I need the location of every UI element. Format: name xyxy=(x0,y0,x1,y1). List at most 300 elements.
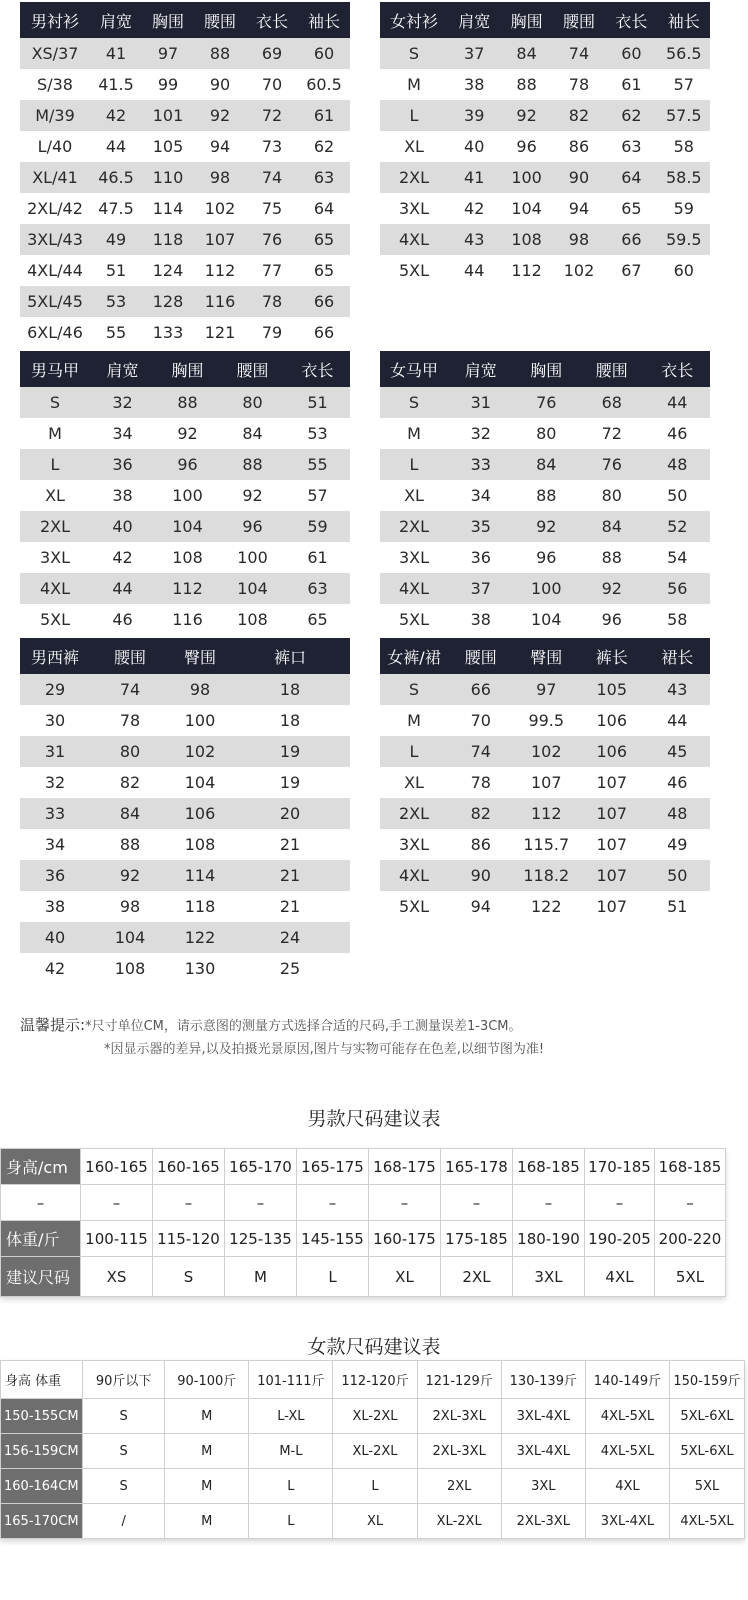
measurement-cell: 62 xyxy=(298,131,350,162)
table-header-row xyxy=(20,351,350,387)
measurement-cell: 66 xyxy=(298,286,350,317)
measurement-cell: 48 xyxy=(645,449,711,480)
measurement-cell: 72 xyxy=(579,418,645,449)
measurement-cell: 121 xyxy=(194,317,246,348)
measurement-cell: 19 xyxy=(230,736,350,767)
table-row xyxy=(380,480,710,511)
height-row xyxy=(1,1149,726,1185)
table-row xyxy=(380,705,710,736)
weight-range-header: 150-159斤 xyxy=(670,1361,745,1399)
measurement-cell: 130 xyxy=(170,953,230,984)
size-label-cell: M xyxy=(20,418,90,449)
measurement-cell: 107 xyxy=(579,798,645,829)
recommend-cell: – xyxy=(297,1185,369,1221)
size-label-cell: 5XL/45 xyxy=(20,286,90,317)
recommend-cell: XL-2XL xyxy=(333,1434,417,1469)
measurement-cell: 104 xyxy=(220,573,285,604)
measurement-cell: 68 xyxy=(579,387,645,418)
measurement-cell: 58.5 xyxy=(658,162,710,193)
measurement-cell: 63 xyxy=(298,162,350,193)
measurement-cell: 57.5 xyxy=(658,100,710,131)
table-row xyxy=(380,573,710,604)
size-label-cell: M/39 xyxy=(20,100,90,131)
measurement-cell: 63 xyxy=(605,131,657,162)
measurement-cell: 94 xyxy=(448,891,514,922)
table-row xyxy=(380,449,710,480)
measurement-cell: 52 xyxy=(645,511,711,542)
recommend-cell: 2XL-3XL xyxy=(417,1434,501,1469)
recommend-cell: 165-178 xyxy=(441,1149,513,1185)
measurement-cell: 128 xyxy=(142,286,194,317)
separator-row xyxy=(1,1185,726,1221)
recommend-cell: – xyxy=(585,1185,655,1221)
measurement-cell: 80 xyxy=(220,387,285,418)
recommend-cell: M xyxy=(165,1504,249,1539)
table-row xyxy=(380,736,710,767)
measurement-cell: 98 xyxy=(194,162,246,193)
measurement-cell: 86 xyxy=(448,829,514,860)
measurement-cell: 108 xyxy=(90,953,170,984)
measurement-cell: 59 xyxy=(658,193,710,224)
measurement-cell: 100 xyxy=(500,162,552,193)
column-header: 腰围 xyxy=(579,351,645,387)
column-header: 腰围 xyxy=(194,2,246,38)
womens-pants-skirt-size-table xyxy=(380,638,710,922)
table-row xyxy=(20,829,350,860)
recommend-cell: XL xyxy=(369,1257,441,1297)
measurement-cell: 46 xyxy=(645,767,711,798)
womens-shirt-size-table xyxy=(380,2,710,286)
table-row xyxy=(20,449,350,480)
size-label-cell: 36 xyxy=(20,860,90,891)
measurement-cell: 51 xyxy=(285,387,350,418)
recommend-cell: 170-185 xyxy=(585,1149,655,1185)
mens-size-recommend-table xyxy=(0,1148,726,1297)
size-label-cell: 6XL/46 xyxy=(20,317,90,348)
column-header: 裤长 xyxy=(579,638,645,674)
column-header: 臀围 xyxy=(170,638,230,674)
column-header: 袖长 xyxy=(298,2,350,38)
measurement-cell: 42 xyxy=(90,100,142,131)
recommend-cell: 165-170 xyxy=(225,1149,297,1185)
table-row xyxy=(380,542,710,573)
measurement-cell: 100 xyxy=(514,573,580,604)
recommend-cell: 2XL-3XL xyxy=(417,1399,501,1434)
measurement-cell: 20 xyxy=(230,798,350,829)
table-row xyxy=(20,38,350,69)
recommend-cell: 125-135 xyxy=(225,1221,297,1257)
measurement-cell: 78 xyxy=(246,286,298,317)
measurement-cell: 88 xyxy=(579,542,645,573)
measurement-cell: 61 xyxy=(285,542,350,573)
measurement-cell: 108 xyxy=(500,224,552,255)
tips-text-units: *尺寸单位CM，请示意图的测量方式选择合适的尺码,手工测量误差1-3CM。 xyxy=(85,1019,522,1034)
size-label-cell: 5XL xyxy=(380,604,448,635)
size-label-cell: L xyxy=(380,736,448,767)
measurement-cell: 96 xyxy=(500,131,552,162)
recommend-cell: – xyxy=(513,1185,585,1221)
table-row xyxy=(380,674,710,705)
recommend-cell: XS xyxy=(81,1257,153,1297)
size-label-cell: 2XL xyxy=(380,798,448,829)
recommend-cell: L xyxy=(249,1504,333,1539)
measurement-cell: 98 xyxy=(553,224,605,255)
recommend-cell: 175-185 xyxy=(441,1221,513,1257)
measurement-cell: 35 xyxy=(448,511,514,542)
table-header-row xyxy=(380,351,710,387)
measurement-cell: 54 xyxy=(645,542,711,573)
measurement-cell: 21 xyxy=(230,891,350,922)
size-label-cell: 5XL xyxy=(380,891,448,922)
measurement-cell: 44 xyxy=(448,255,500,286)
measurement-cell: 114 xyxy=(170,860,230,891)
measurement-cell: 82 xyxy=(90,767,170,798)
size-label-cell: 3XL xyxy=(380,193,448,224)
size-label-cell: L xyxy=(20,449,90,480)
size-label-cell: S xyxy=(20,387,90,418)
measurement-cell: 55 xyxy=(90,317,142,348)
measurement-cell: 77 xyxy=(246,255,298,286)
table-row xyxy=(20,286,350,317)
recommend-cell: M xyxy=(165,1469,249,1504)
table-row xyxy=(380,860,710,891)
weight-range-header: 130-139斤 xyxy=(501,1361,585,1399)
size-label-cell: 3XL xyxy=(380,829,448,860)
table-row xyxy=(20,860,350,891)
size-label-cell: S xyxy=(380,387,448,418)
size-label-cell: 3XL xyxy=(380,542,448,573)
measurement-cell: 47.5 xyxy=(90,193,142,224)
table-header-row xyxy=(20,2,350,38)
measurement-cell: 65 xyxy=(285,604,350,635)
measurement-cell: 122 xyxy=(514,891,580,922)
column-header: 肩宽 xyxy=(448,351,514,387)
recommend-cell: S xyxy=(153,1257,225,1297)
recommend-cell: M xyxy=(165,1399,249,1434)
measurement-cell: 60 xyxy=(298,38,350,69)
size-label-cell: 2XL/42 xyxy=(20,193,90,224)
measurement-cell: 107 xyxy=(194,224,246,255)
row-label: 165-170CM xyxy=(1,1504,83,1539)
table-row xyxy=(380,100,710,131)
recommend-cell: 200-220 xyxy=(655,1221,726,1257)
table-header-row xyxy=(380,638,710,674)
table-header-row xyxy=(20,638,350,674)
recommend-cell: XL-2XL xyxy=(333,1399,417,1434)
measurement-cell: 80 xyxy=(90,736,170,767)
measurement-cell: 104 xyxy=(155,511,220,542)
recommend-cell: 5XL-6XL xyxy=(670,1434,745,1469)
weight-range-header: 121-129斤 xyxy=(417,1361,501,1399)
measurement-cell: 50 xyxy=(645,860,711,891)
measurement-cell: 92 xyxy=(194,100,246,131)
measurement-cell: 114 xyxy=(142,193,194,224)
measurement-cell: 92 xyxy=(155,418,220,449)
measurement-cell: 43 xyxy=(448,224,500,255)
column-header: 衣长 xyxy=(246,2,298,38)
column-header: 肩宽 xyxy=(448,2,500,38)
recommend-cell: 3XL xyxy=(513,1257,585,1297)
measurement-cell: 99 xyxy=(142,69,194,100)
size-label-cell: 34 xyxy=(20,829,90,860)
measurement-cell: 80 xyxy=(579,480,645,511)
recommend-cell: – xyxy=(655,1185,726,1221)
measurement-cell: 32 xyxy=(90,387,155,418)
measurement-cell: 41.5 xyxy=(90,69,142,100)
measurement-cell: 102 xyxy=(170,736,230,767)
recommend-cell: XL-2XL xyxy=(417,1504,501,1539)
column-header: 衣长 xyxy=(605,2,657,38)
measurement-cell: 92 xyxy=(514,511,580,542)
measurement-cell: 74 xyxy=(553,38,605,69)
measurement-cell: 65 xyxy=(298,224,350,255)
measurement-cell: 63 xyxy=(285,573,350,604)
measurement-cell: 104 xyxy=(514,604,580,635)
recommend-cell: 4XL xyxy=(585,1469,669,1504)
table-row xyxy=(20,317,350,348)
size-label-cell: 5XL xyxy=(20,604,90,635)
column-header: 肩宽 xyxy=(90,2,142,38)
measurement-cell: 84 xyxy=(220,418,285,449)
size-label-cell: XS/37 xyxy=(20,38,90,69)
table-row xyxy=(20,922,350,953)
measurement-cell: 37 xyxy=(448,573,514,604)
measurement-cell: 56 xyxy=(645,573,711,604)
table-row xyxy=(380,69,710,100)
row-label: 156-159CM xyxy=(1,1434,83,1469)
row-label: 160-164CM xyxy=(1,1469,83,1504)
measurement-cell: 118 xyxy=(170,891,230,922)
measurement-cell: 115.7 xyxy=(514,829,580,860)
size-label-cell: 4XL xyxy=(380,860,448,891)
column-header: 胸围 xyxy=(500,2,552,38)
recommend-cell: 168-185 xyxy=(513,1149,585,1185)
size-label-cell: XL xyxy=(20,480,90,511)
size-label-cell: L xyxy=(380,449,448,480)
measurement-cell: 90 xyxy=(448,860,514,891)
measurement-cell: 110 xyxy=(142,162,194,193)
table-row xyxy=(20,387,350,418)
measurement-cell: 76 xyxy=(246,224,298,255)
height-row xyxy=(1,1434,745,1469)
measurement-cell: 92 xyxy=(579,573,645,604)
table-row xyxy=(20,224,350,255)
measurement-cell: 31 xyxy=(448,387,514,418)
measurement-cell: 44 xyxy=(645,705,711,736)
measurement-cell: 75 xyxy=(246,193,298,224)
recommend-cell: 190-205 xyxy=(585,1221,655,1257)
size-label-cell: 30 xyxy=(20,705,90,736)
recommend-cell: L xyxy=(249,1469,333,1504)
measurement-cell: 36 xyxy=(448,542,514,573)
measurement-cell: 112 xyxy=(155,573,220,604)
measurement-cell: 46 xyxy=(90,604,155,635)
recommend-cell: – xyxy=(225,1185,297,1221)
measurement-cell: 67 xyxy=(605,255,657,286)
recommend-cell: M xyxy=(225,1257,297,1297)
size-label-cell: 2XL xyxy=(20,511,90,542)
row-label: 体重/斤 xyxy=(1,1221,81,1257)
measurement-cell: 82 xyxy=(448,798,514,829)
measurement-cell: 65 xyxy=(605,193,657,224)
recommend-cell: 165-175 xyxy=(297,1149,369,1185)
recommend-cell: 2XL xyxy=(441,1257,513,1297)
measurement-cell: 106 xyxy=(579,736,645,767)
measurement-cell: 19 xyxy=(230,767,350,798)
table-row xyxy=(380,387,710,418)
womens-size-recommend-table xyxy=(0,1360,745,1539)
measurement-cell: 108 xyxy=(220,604,285,635)
measurement-cell: 69 xyxy=(246,38,298,69)
measurement-cell: 55 xyxy=(285,449,350,480)
measurement-cell: 107 xyxy=(579,829,645,860)
column-header: 女裤/裙 xyxy=(380,638,448,674)
measurement-cell: 88 xyxy=(155,387,220,418)
recommend-cell: 168-185 xyxy=(655,1149,726,1185)
table-row xyxy=(380,131,710,162)
measurement-cell: 59.5 xyxy=(658,224,710,255)
measurement-cell: 100 xyxy=(220,542,285,573)
recommend-cell: 168-175 xyxy=(369,1149,441,1185)
measurement-cell: 32 xyxy=(448,418,514,449)
measurement-cell: 57 xyxy=(285,480,350,511)
measurement-cell: 112 xyxy=(514,798,580,829)
size-label-cell: 29 xyxy=(20,674,90,705)
size-label-cell: XL xyxy=(380,131,448,162)
measurement-cell: 79 xyxy=(246,317,298,348)
recommend-cell: – xyxy=(153,1185,225,1221)
measurement-cell: 107 xyxy=(579,767,645,798)
size-label-cell: M xyxy=(380,69,448,100)
table-row xyxy=(380,38,710,69)
measurement-cell: 133 xyxy=(142,317,194,348)
table-row xyxy=(380,767,710,798)
table-row xyxy=(20,511,350,542)
column-header: 衣长 xyxy=(645,351,711,387)
table-row xyxy=(20,100,350,131)
measurement-cell: 59 xyxy=(285,511,350,542)
measurement-cell: 118.2 xyxy=(514,860,580,891)
table-row xyxy=(380,162,710,193)
size-label-cell: 32 xyxy=(20,767,90,798)
measurement-cell: 60.5 xyxy=(298,69,350,100)
table-row xyxy=(20,953,350,984)
measurement-cell: 53 xyxy=(90,286,142,317)
measurement-cell: 105 xyxy=(579,674,645,705)
measurement-cell: 112 xyxy=(500,255,552,286)
measurement-cell: 46 xyxy=(645,418,711,449)
size-label-cell: 38 xyxy=(20,891,90,922)
recommended-size-row xyxy=(1,1257,726,1297)
measurement-cell: 49 xyxy=(90,224,142,255)
measurement-cell: 64 xyxy=(605,162,657,193)
size-label-cell: XL xyxy=(380,767,448,798)
size-label-cell: L/40 xyxy=(20,131,90,162)
column-header: 男西裤 xyxy=(20,638,90,674)
tips-text-color-diff: *因显示器的差异,以及拍摄光景原因,图片与实物可能存在色差,以细节图为准! xyxy=(104,1042,545,1057)
measurement-cell: 106 xyxy=(170,798,230,829)
measurement-cell: 112 xyxy=(194,255,246,286)
table-row xyxy=(20,705,350,736)
measurement-cell: 107 xyxy=(579,891,645,922)
measurement-cell: 42 xyxy=(448,193,500,224)
measurement-cell: 58 xyxy=(645,604,711,635)
womens-vest-size-table xyxy=(380,351,710,635)
measurement-cell: 92 xyxy=(500,100,552,131)
measurement-cell: 76 xyxy=(514,387,580,418)
recommend-cell: 3XL xyxy=(501,1469,585,1504)
measurement-cell: 102 xyxy=(194,193,246,224)
table-row xyxy=(20,736,350,767)
measurement-cell: 78 xyxy=(90,705,170,736)
measurement-cell: 58 xyxy=(658,131,710,162)
column-header: 胸围 xyxy=(514,351,580,387)
weight-range-header: 140-149斤 xyxy=(585,1361,669,1399)
recommend-cell: 2XL-3XL xyxy=(501,1504,585,1539)
table-row xyxy=(20,798,350,829)
table-row xyxy=(380,891,710,922)
weight-row xyxy=(1,1221,726,1257)
measurement-cell: 88 xyxy=(500,69,552,100)
size-label-cell: M xyxy=(380,705,448,736)
table-row xyxy=(380,418,710,449)
row-label: – xyxy=(1,1185,81,1221)
measurement-cell: 107 xyxy=(579,860,645,891)
size-label-cell: 42 xyxy=(20,953,90,984)
table-row xyxy=(380,193,710,224)
measurement-cell: 107 xyxy=(514,767,580,798)
measurement-cell: 56.5 xyxy=(658,38,710,69)
measurement-cell: 25 xyxy=(230,953,350,984)
measurement-cell: 99.5 xyxy=(514,705,580,736)
recommend-cell: 3XL-4XL xyxy=(501,1434,585,1469)
recommend-cell: 180-190 xyxy=(513,1221,585,1257)
measurement-cell: 88 xyxy=(90,829,170,860)
size-label-cell: 2XL xyxy=(380,162,448,193)
table-header-row xyxy=(380,2,710,38)
measurement-cell: 60 xyxy=(658,255,710,286)
measurement-cell: 118 xyxy=(142,224,194,255)
measurement-cell: 101 xyxy=(142,100,194,131)
table-row xyxy=(380,798,710,829)
measurement-cell: 39 xyxy=(448,100,500,131)
column-header: 女衬衫 xyxy=(380,2,448,38)
recommend-cell: M-L xyxy=(249,1434,333,1469)
measurement-cell: 106 xyxy=(579,705,645,736)
mens-vest-size-table xyxy=(20,351,350,635)
column-header: 臀围 xyxy=(514,638,580,674)
measurement-cell: 108 xyxy=(170,829,230,860)
recommend-cell: 4XL-5XL xyxy=(585,1434,669,1469)
measurement-cell: 18 xyxy=(230,705,350,736)
measurement-cell: 60 xyxy=(605,38,657,69)
table-row xyxy=(20,767,350,798)
height-row xyxy=(1,1469,745,1504)
size-label-cell: XL xyxy=(380,480,448,511)
measurement-cell: 100 xyxy=(155,480,220,511)
measurement-cell: 94 xyxy=(194,131,246,162)
column-header: 腰围 xyxy=(220,351,285,387)
table-row xyxy=(380,224,710,255)
mens-shirt-size-table xyxy=(20,2,350,348)
measurement-cell: 98 xyxy=(90,891,170,922)
size-label-cell: 4XL/44 xyxy=(20,255,90,286)
measurement-cell: 76 xyxy=(579,449,645,480)
size-label-cell: 4XL xyxy=(20,573,90,604)
size-label-cell: 40 xyxy=(20,922,90,953)
recommend-cell: / xyxy=(83,1504,165,1539)
recommend-cell: L xyxy=(333,1469,417,1504)
